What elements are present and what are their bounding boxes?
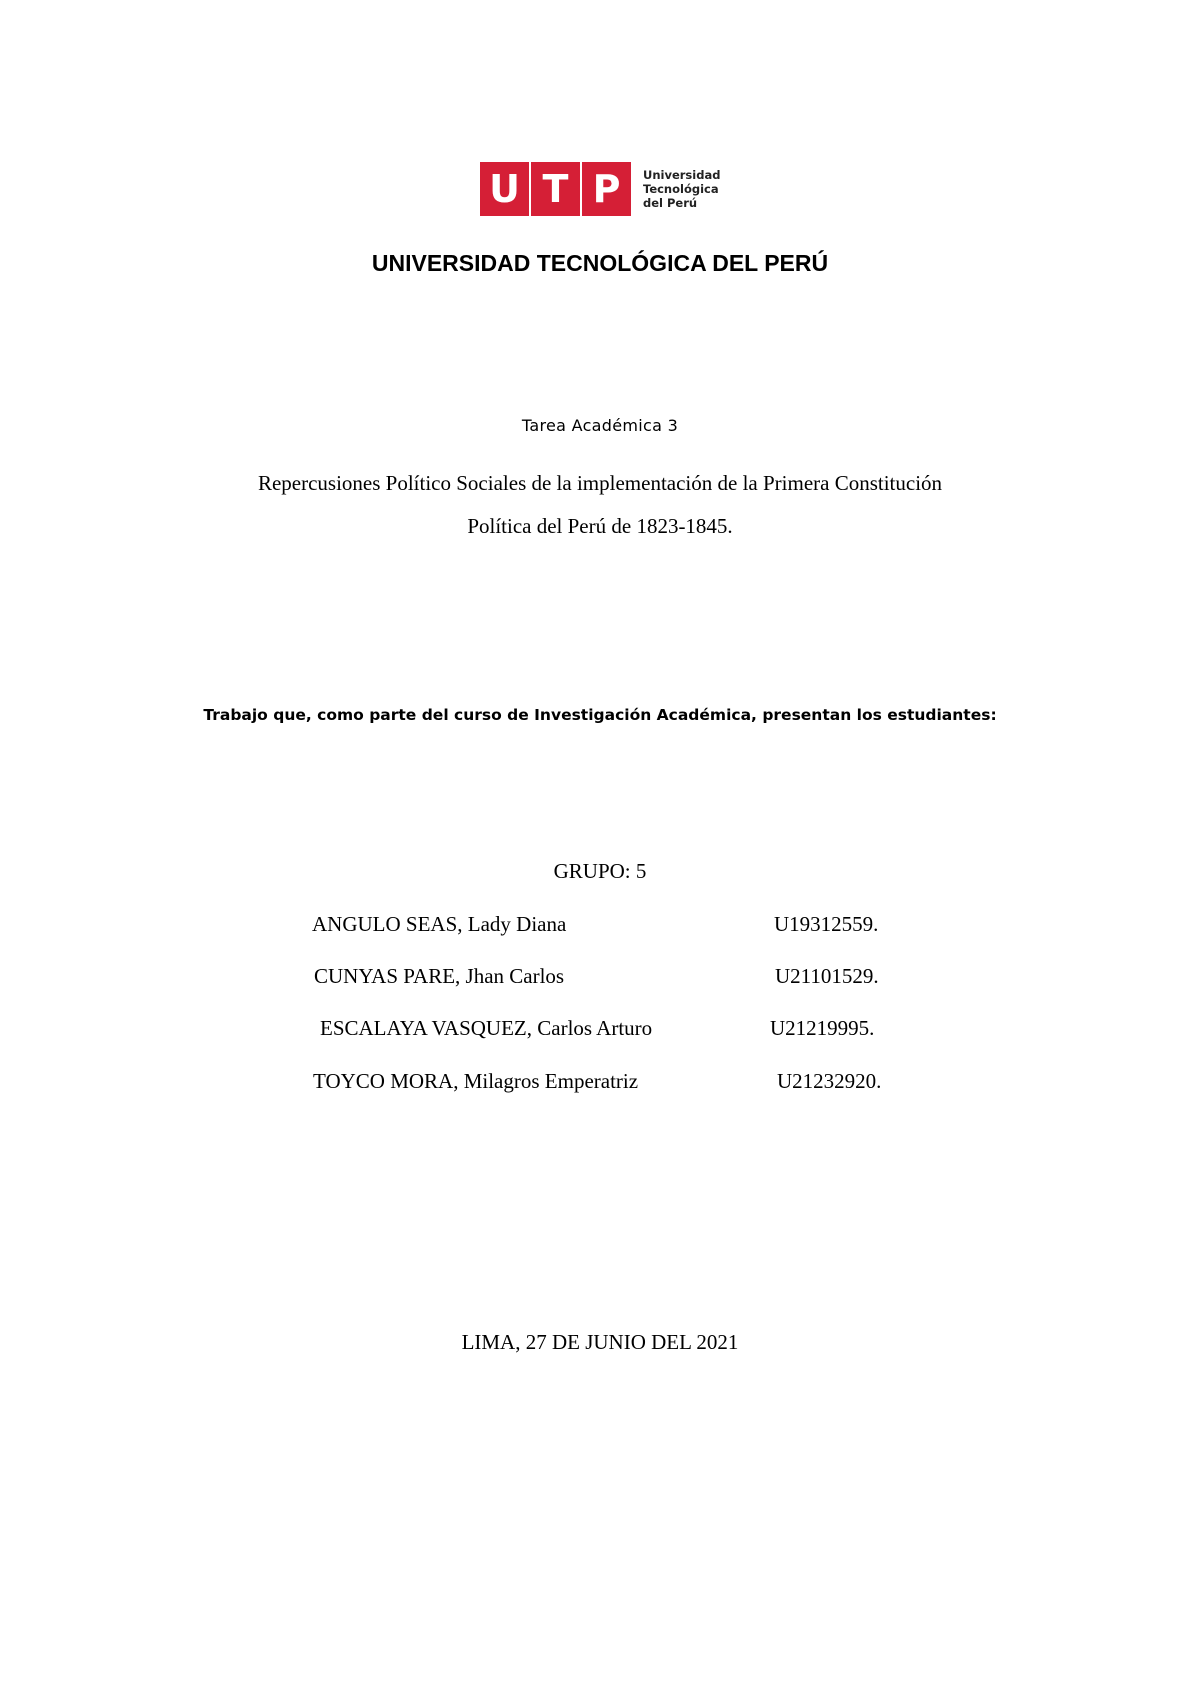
assignment-label: Tarea Académica 3 [521,416,679,435]
logo-text-line-3: del Perú [643,196,698,210]
document-title [0,462,1200,548]
group-label: GRUPO: 5 [553,859,647,883]
utp-logo [480,162,720,216]
presented-by-text: Trabajo que, como parte del curso de Investigación Académica, presentan los estudiantes: [203,706,997,724]
date-location: LIMA, 27 DE JUNIO DEL 2021 [461,1330,739,1354]
student-code: U19312559. [774,912,879,936]
logo-text-line-1: Universidad [643,168,721,182]
document-title-line-2: Política del Perú de 1823-1845. [467,514,733,538]
university-name: UNIVERSIDAD TECNOLÓGICA DEL PERÚ [371,250,829,276]
logo-letter-u: U [480,162,529,216]
student-name: CUNYAS PARE, Jhan Carlos [314,964,565,988]
logo-letter-t: T [531,162,580,216]
logo-text [643,168,720,210]
logo-letter-p: P [582,162,631,216]
student-code: U21219995. [770,1016,875,1040]
student-name: ESCALAYA VASQUEZ, Carlos Arturo [320,1016,653,1040]
student-name: ANGULO SEAS, Lady Diana [312,912,567,936]
student-code: U21101529. [775,964,879,988]
logo-text-line-2: Tecnológica [643,182,719,196]
student-code: U21232920. [777,1069,882,1093]
student-name: TOYCO MORA, Milagros Emperatriz [313,1069,639,1093]
document-title-line-1: Repercusiones Político Sociales de la implementación de la Primera Constitución [257,471,943,495]
